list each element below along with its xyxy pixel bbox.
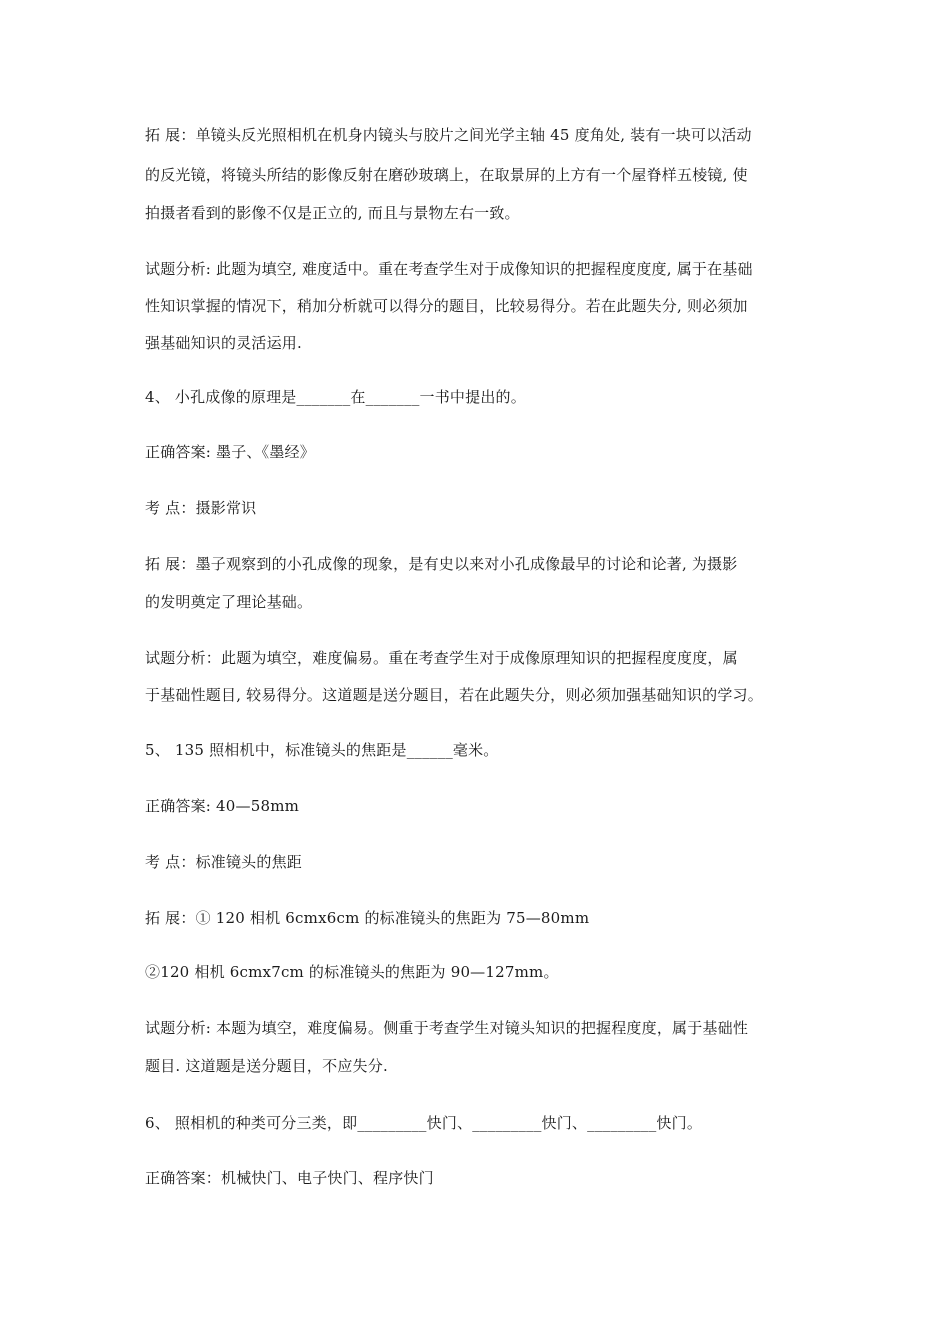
text-line: 拓 展：墨子观察到的小孔成像的现象，是有史以来对小孔成像最早的讨论和论著, 为摄影 [145, 555, 738, 573]
text-line: 试题分析: 此题为填空, 难度适中。重在考查学生对于成像知识的把握程度度度, 属于在基础 [145, 260, 753, 278]
text-line: 试题分析：此题为填空，难度偏易。重在考查学生对于成像原理知识的把握程度度度，属 [145, 649, 738, 667]
question-6: 6、 照相机的种类可分三类，即_________快门、_________快门、_________快门。 [145, 1114, 703, 1132]
text-line: 拓 展：① 120 相机 6cmx6cm 的标准镜头的焦距为 75—80mm [145, 909, 590, 927]
answer-line: 正确答案: 40—58mm [145, 797, 300, 815]
question-5: 5、 135 照相机中，标准镜头的焦距是______毫米。 [145, 741, 499, 759]
answer-line: 正确答案: 墨子、《墨经》 [145, 443, 315, 461]
answer-line: 正确答案：机械快门、电子快门、程序快门 [145, 1169, 434, 1187]
text-line: 拍摄者看到的影像不仅是正立的, 而且与景物左右一致。 [145, 204, 520, 222]
text-line: 性知识掌握的情况下，稍加分析就可以得分的题目，比较易得分。若在此题失分, 则必须加 [145, 297, 748, 315]
text-line: 的发明奠定了理论基础。 [145, 593, 313, 611]
text-line: 试题分析: 本题为填空，难度偏易。侧重于考查学生对镜头知识的把握程度度，属于基础性 [145, 1019, 749, 1037]
key-point-line: 考 点：标准镜头的焦距 [145, 853, 302, 871]
text-line: 的反光镜，将镜头所结的影像反射在磨砂玻璃上，在取景屏的上方有一个屋脊样五棱镜, 使 [145, 166, 748, 184]
text-line: 题目. 这道题是送分题目，不应失分. [145, 1057, 388, 1075]
text-line: 于基础性题目, 较易得分。这道题是送分题目，若在此题失分，则必须加强基础知识的学习。 [145, 686, 763, 704]
text-line: ②120 相机 6cmx7cm 的标准镜头的焦距为 90—127mm。 [145, 963, 559, 981]
key-point-line: 考 点：摄影常识 [145, 499, 257, 517]
question-4: 4、 小孔成像的原理是_______在_______一书中提出的。 [145, 388, 526, 406]
text-line: 拓 展：单镜头反光照相机在机身内镜头与胶片之间光学主轴 45 度角处, 装有一块可以活动 [145, 126, 752, 144]
text-line: 强基础知识的灵活运用. [145, 334, 302, 352]
